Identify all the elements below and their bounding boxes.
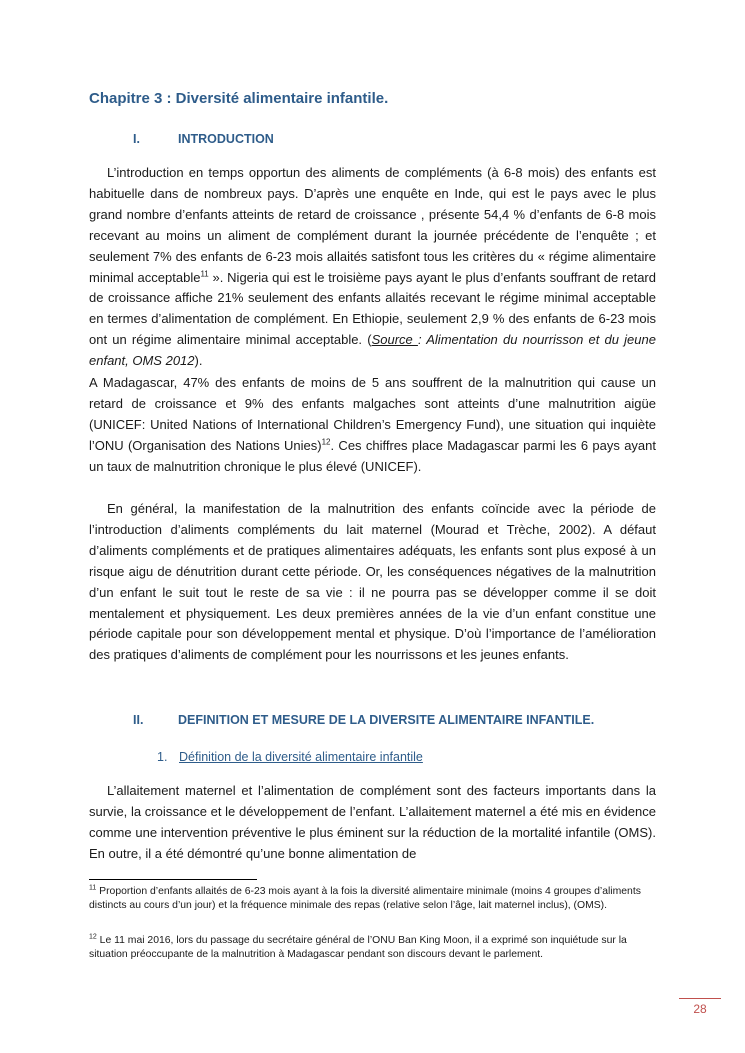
footnote-12 [89, 934, 659, 962]
footnote-text: Proportion d’enfants allaités de 6-23 mois ayant à la fois la diversité alimentaire minimale (moins 4 groupes d’aliments distincts au cours d’un jour) et la fréquence minimale des repas (relative selon l’âge, lait maternel inclus), (OMS). [89, 886, 641, 912]
page-number-rule [679, 998, 721, 999]
section-title: INTRODUCTION [178, 132, 274, 146]
footnote-ref: 11 [200, 269, 209, 279]
section-number: I. [133, 132, 140, 146]
page-number: 28 [693, 1002, 707, 1016]
subsection-heading-definition [157, 750, 423, 764]
footnote-marker: 11 [89, 884, 97, 892]
paragraph-text: ). [194, 353, 203, 369]
subsection-title: Définition de la diversité alimentaire infantile [179, 750, 423, 764]
source-text: : Alimentation du nourrisson et du jeune enfant, OMS 2012 [89, 332, 656, 369]
footnote-11 [89, 885, 659, 913]
section-title: DEFINITION ET MESURE DE LA DIVERSITE ALIMENTAIRE INFANTILE. [178, 713, 595, 727]
footnote-text: Le 11 mai 2016, lors du passage du secrétaire général de l’ONU Ban King Moon, il a exprimé son inquiétude sur la situation préoccupante de la malnutrition à Madagascar pendant son discours devant le parlement. [89, 935, 627, 961]
paragraph-general: En général, la manifestation de la malnutrition des enfants coïncide avec la période de l’introduction d’aliments compléments du lait maternel (Mourad et Trèche, 2002). A défaut d’aliments compléments et de pratiques alimentaires adéquats, les enfants sont plus exposé à un risque aigu de dénutrition durant cette période. Or, les conséquences négatives de la malnutrition d’un enfant le suit tout le reste de sa vie : il ne pourra pas se développer comme il se doit mentalement et physiquement. Les deux premières années de la vie d’un enfant constitue une période capitale pour son développement mental et physique. D’où l’importance de l’amélioration des pratiques d’aliments de complément pour les nourrissons et les jeunes enfants. [89, 501, 656, 663]
footnote-marker: 12 [89, 933, 97, 941]
footnote-ref: 12 [321, 437, 331, 447]
paragraph-madagascar [89, 373, 656, 478]
subsection-number: 1. [157, 750, 168, 764]
source-label: Source [371, 332, 418, 348]
section-number: II. [133, 713, 144, 727]
paragraph-text: A Madagascar, 47% des enfants de moins de 5 ans souffrent de la malnutrition qui cause un retard de croissance et 9% des enfants malgaches sont atteints d’une malnutrition aigüe (UNICEF: United Nations of International Children’s Emergency Fund), une situation qui inquiète l’ONU (Organisation des Nations Unies) [89, 375, 656, 453]
paragraph-text: L’introduction en temps opportun des aliments de compléments (à 6-8 mois) des enfants est habituelle dans de nombreux pays. D’après une enquête en Inde, qui est le pays avec le plus grand nombre d’enfants atteints de retard de croissance , présente 54,4 % d’enfants de 6-8 mois recevant au moins un aliment de complément durant la journée précédente de l’enquête ; et seulement 7% des enfants de 6-23 mois allaités satisfont tous les critères du « régime alimentaire minimal acceptable [89, 165, 656, 285]
paragraph-allaitement: L’allaitement maternel et l’alimentation de complément sont des facteurs importants dans la survie, la croissance et le développement de l’enfant. L’allaitement maternel a été mis en évidence comme une intervention préventive le plus éminent sur la réduction de la mortalité infantile (OMS). En outre, il a été démontré qu’une bonne alimentation de [89, 783, 656, 861]
paragraph-introduction [89, 163, 656, 372]
footnote-separator [89, 879, 257, 880]
section-heading-definition [133, 713, 594, 727]
chapter-title: Chapitre 3 : Diversité alimentaire infantile. [89, 90, 389, 107]
paragraph-text: . Ces chiffres place Madagascar parmi les 6 pays ayant un taux de malnutrition chronique le plus élevé (UNICEF). [89, 437, 656, 474]
paragraph-text: ». Nigeria qui est le troisième pays ayant le plus d’enfants souffrant de retard de croissance affiche 21% seulement des enfants allaités recevant le régime minimal acceptable en termes d’alimentation de complément. En Ethiopie, seulement 2,9 % des enfants de 6-23 mois ont un régime alimentaire minimal acceptable. ( [89, 269, 656, 348]
section-heading-introduction [133, 132, 274, 146]
